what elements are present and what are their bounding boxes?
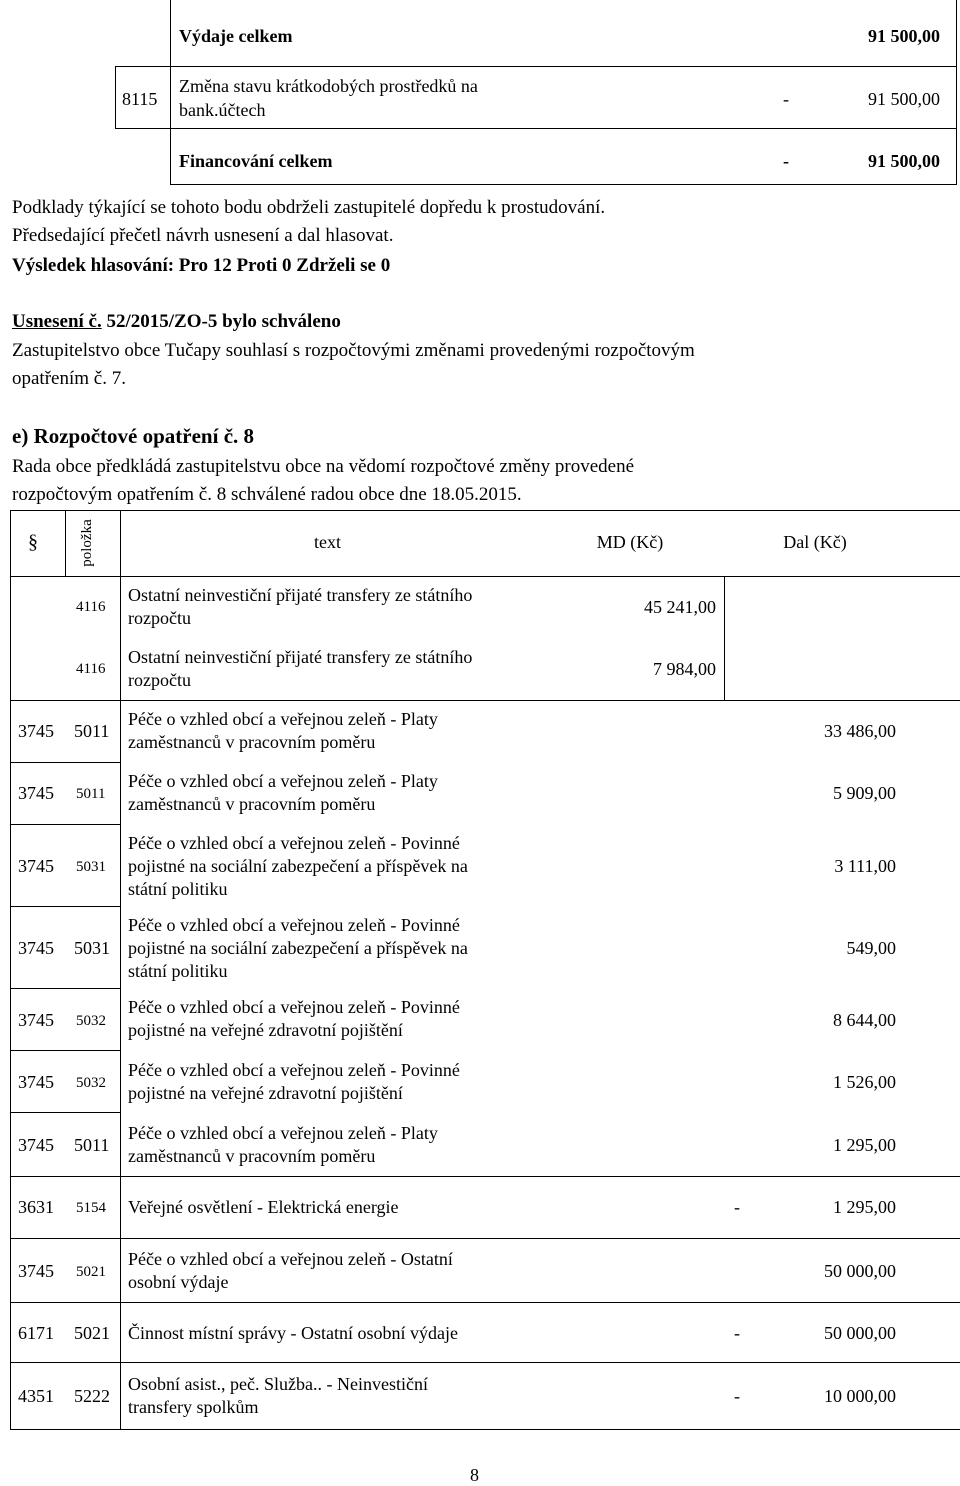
materials-note: Podklady týkající se tohoto bodu obdrželi zastupitelé dopředu k prostudování. [12,197,606,218]
header-md: MD (Kč) [596,532,664,552]
row-sign: - [734,1386,740,1406]
row-text-line2: pojistné na veřejné zdravotní pojištění [128,1083,403,1103]
row-paragraph: 4351 [18,1386,54,1406]
row-text-line2: rozpočtu [128,608,191,628]
row-text-line2: zaměstnanců v pracovním poměru [128,1146,376,1166]
section-text-line1: Rada obce předkládá zastupitelstvu obce na vědomí rozpočtové změny provedené [12,456,635,477]
row-item: 4116 [76,599,106,615]
section-heading: e) Rozpočtové opatření č. 8 [12,424,255,448]
row-dal: 33 486,00 [824,721,896,741]
expenses-total-amount: 91 500,00 [868,26,940,46]
row-text-line1: Péče o vzhled obcí a veřejnou zeleň - Povinné [128,997,460,1017]
vote-result: Výsledek hlasování: Pro 12 Proti 0 Zdrželi se 0 [12,255,391,276]
expenses-total-label: Výdaje celkem [179,26,293,46]
row-item: 5021 [76,1264,106,1280]
row-text-line1: Osobní asist., peč. Služba.. - Neinvestiční [128,1374,428,1394]
row-dal: 1 295,00 [833,1135,896,1155]
row-paragraph: 3745 [18,1135,54,1155]
row-paragraph: 3745 [18,1010,54,1030]
resolution-title [12,310,341,334]
row-paragraph: 3745 [18,938,54,958]
row-paragraph: 6171 [18,1323,54,1343]
row-text-line1: Péče o vzhled obcí a veřejnou zeleň - Platy [128,771,438,791]
cash-change-sign: - [783,89,789,109]
row-paragraph: 3745 [18,721,54,741]
cash-change-label-line1: Změna stavu krátkodobých prostředků na [179,76,478,96]
row-text-line2: pojistné na veřejné zdravotní pojištění [128,1020,403,1040]
row-text-line1: Činnost místní správy - Ostatní osobní výdaje [128,1323,458,1343]
resolution-text-line1: Zastupitelstvo obce Tučapy souhlasí s rozpočtovými změnami provedenými rozpočtovým [12,340,695,361]
row-item: 5032 [76,1075,106,1091]
row-text-line1: Ostatní neinvestiční přijaté transfery ze státního [128,585,473,605]
row-dal: 5 909,00 [833,783,896,803]
row-sign: - [734,1197,740,1217]
financing-total-amount: 91 500,00 [868,151,940,171]
financing-total-label: Financování celkem [179,151,333,171]
row-item: 5031 [74,938,110,958]
row-text-line1: Péče o vzhled obcí a veřejnou zeleň - Povinné [128,915,460,935]
row-dal: 8 644,00 [833,1010,896,1030]
row-paragraph: 3745 [18,1261,54,1281]
row-md: 45 241,00 [644,597,716,617]
header-dal: Dal (Kč) [783,532,847,552]
row-sign: - [734,1323,740,1343]
page-number: 8 [470,1465,479,1485]
row-text-line1: Péče o vzhled obcí a veřejnou zeleň - Povinné [128,1060,460,1080]
header-paragraph-symbol: § [28,531,38,553]
row-text-line2: rozpočtu [128,670,191,690]
row-item: 5011 [76,786,106,802]
row-paragraph: 3745 [18,1072,54,1092]
chair-note: Předsedající přečetl návrh usnesení a dal hlasovat. [12,225,394,246]
cash-change-amount: 91 500,00 [868,89,940,109]
header-text: text [314,532,341,552]
cash-change-label-line2: bank.účtech [179,100,266,120]
header-item: položka [79,519,95,567]
row-text-line1: Péče o vzhled obcí a veřejnou zeleň - Povinné [128,833,460,853]
section-text-line2: rozpočtovým opatřením č. 8 schválené radou obce dne 18.05.2015. [12,484,522,505]
row-item: 5154 [76,1200,106,1216]
row-text-line2: zaměstnanců v pracovním poměru [128,794,376,814]
resolution-text-line2: opatřením č. 7. [12,368,126,389]
row-item: 5011 [74,721,110,741]
row-dal: 3 111,00 [834,856,896,876]
financing-total-sign: - [783,151,789,171]
row-text-line1: Péče o vzhled obcí a veřejnou zeleň - Platy [128,709,438,729]
row-text-line2: zaměstnanců v pracovním poměru [128,732,376,752]
row-dal: 10 000,00 [824,1386,896,1406]
row-item: 5031 [76,859,106,875]
row-text-line1: Péče o vzhled obcí a veřejnou zeleň - Platy [128,1123,438,1143]
row-text-line3: státní politiku [128,961,228,981]
row-text-line2: transfery spolkům [128,1397,259,1417]
row-dal: 50 000,00 [824,1323,896,1343]
row-text-line2: osobní výdaje [128,1272,229,1292]
row-text-line3: státní politiku [128,879,228,899]
row-item: 5021 [74,1323,110,1343]
row-item: 4116 [76,661,106,677]
row-item: 5011 [74,1135,110,1155]
row-dal: 1 295,00 [833,1197,896,1217]
row-code-8115: 8115 [122,89,158,109]
row-paragraph: 3745 [18,783,54,803]
row-text-line1: Veřejné osvětlení - Elektrická energie [128,1197,399,1217]
row-md: 7 984,00 [653,659,716,679]
row-item: 5222 [74,1386,110,1406]
row-dal: 50 000,00 [824,1261,896,1281]
row-paragraph: 3631 [18,1197,54,1217]
row-paragraph: 3745 [18,856,54,876]
row-dal: 549,00 [846,938,896,958]
row-text-line1: Ostatní neinvestiční přijaté transfery ze státního [128,647,473,667]
row-text-line1: Péče o vzhled obcí a veřejnou zeleň - Ostatní [128,1249,453,1269]
row-text-line2: pojistné na sociální zabezpečení a příspěvek na [128,938,468,958]
resolution-label: Usnesení č. [12,311,102,332]
row-dal: 1 526,00 [833,1072,896,1092]
row-text-line2: pojistné na sociální zabezpečení a příspěvek na [128,856,468,876]
row-item: 5032 [76,1013,106,1029]
resolution-number: 52/2015/ZO-5 bylo schváleno [101,311,341,332]
